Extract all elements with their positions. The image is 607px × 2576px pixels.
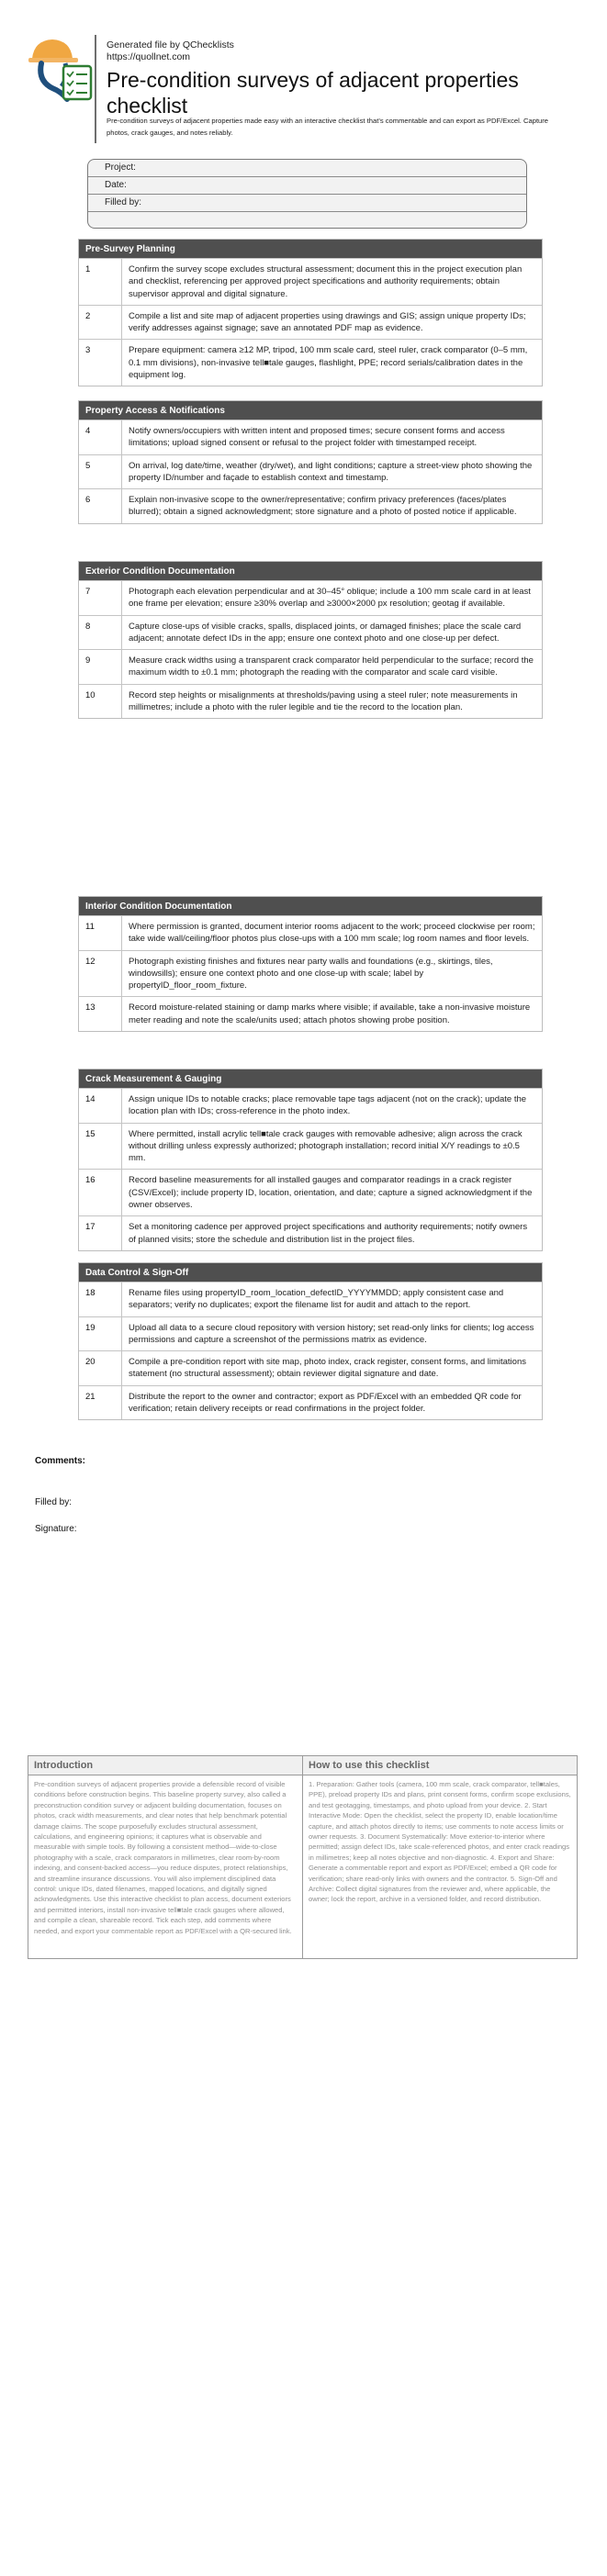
section-header: Pre-Survey Planning	[79, 240, 542, 258]
section-header: Property Access & Notifications	[79, 401, 542, 420]
item-number: 15	[79, 1124, 122, 1170]
info-panels	[28, 1755, 578, 1959]
section-header: Exterior Condition Documentation	[79, 562, 542, 580]
item-text: Where permitted, install acrylic tell■tale crack gauges with removable adhesive; align across the crack without drilling unless expressly authorized; photograph installation; record initial X/Y readings to ±0.5 mm.	[129, 1128, 523, 1164]
checklist-item[interactable]	[79, 420, 542, 454]
page-subtitle: Pre-condition surveys of adjacent properties made easy with an interactive checklist that’s commentable and can export as PDF/Excel. Capture photos, crack gauges, and notes reliably.	[107, 117, 549, 137]
section-header: Data Control & Sign-Off	[79, 1263, 542, 1282]
generator-info	[107, 39, 234, 63]
page-title: Pre-condition surveys of adjacent properties checklist	[107, 68, 519, 118]
generated-by-text: Generated file by QChecklists	[107, 39, 234, 50]
item-text: Upload all data to a secure cloud repository with version history; set read-only links for clients; log access permissions and capture a screenshot of the permissions matrix as evidence.	[129, 1322, 534, 1345]
item-number: 16	[79, 1170, 122, 1215]
item-number: 17	[79, 1216, 122, 1250]
item-text: On arrival, log date/time, weather (dry/wet), and light conditions; capture a street-view photo showing the property ID/number and façade to establish context and timestamp.	[129, 460, 533, 483]
checklist-item[interactable]	[79, 580, 542, 615]
introduction-panel	[28, 1756, 302, 1958]
item-text: Distribute the report to the owner and contractor; export as PDF/Excel with an embedded QR code for verification; retain delivery receipts or read confirmations in the project folder.	[129, 1391, 522, 1415]
header-divider	[95, 35, 96, 143]
project-field[interactable]: Project:	[88, 160, 526, 177]
item-number: 2	[79, 306, 122, 340]
item-number: 19	[79, 1317, 122, 1351]
checklist-item[interactable]	[79, 339, 542, 386]
checklist-item[interactable]	[79, 950, 542, 997]
checklist-item[interactable]	[79, 1316, 542, 1351]
comments-label: Comments:	[35, 1456, 86, 1466]
project-info-box	[87, 159, 527, 229]
checklist-item[interactable]	[79, 1088, 542, 1123]
item-text: Rename files using propertyID_room_location_defectID_YYYYMMDD; apply consistent case and separators; verify no duplicates; export the filename list for audit and attach to the report.	[129, 1288, 504, 1311]
item-text: Capture close-ups of visible cracks, spalls, displaced joints, or damaged finishes; place the scale card adjacent; annotate defect IDs in the app; ensure one context photo and one close-up per defect.	[129, 621, 522, 644]
section-header: Interior Condition Documentation	[79, 897, 542, 915]
item-text: Explain non-invasive scope to the owner/representative; confirm privacy preferences (faces/plates blurred); obtain a signed acknowledgment; store signature and a photo of posted notice if applicable.	[129, 495, 517, 518]
checklist-item[interactable]	[79, 684, 542, 719]
document-header	[0, 0, 607, 147]
checklist-item[interactable]	[79, 1282, 542, 1316]
introduction-body: Pre-condition surveys of adjacent properties provide a defensible record of visible conditions before construction begins. This baseline property survey, also called a preconstruction condition survey or adjacent building documentation, focuses on photos, crack width measurements, and clear notes that help benchmark potential damage claims. The scope purposefully excludes structural assessment, calculations, and engineering opinions; it captures what is observable and measurable with simple tools. By following a consistent method—wide-to-close photography with a scale, crack comparators in millimetres, clear room-by-room indexing, and consent-backed access—you reduce disputes, protect relationships, and streamline insurance discussions. You will also implement disciplined data control: unique IDs, dated filenames, mapped locations, and digitally signed acknowledgments. Use this interactive checklist to plan access, document exteriors and permitted interiors, install non-invasive tell■tale crack gauges where allowed, and compile a clean, shareable record. Tick each step, add comments where needed, and export your commentable report as PDF/Excel with a QR-secured link.	[34, 1780, 292, 1935]
signature-label: Signature:	[35, 1524, 77, 1534]
checklist-item[interactable]	[79, 1215, 542, 1250]
source-url-link[interactable]: https://quollnet.com	[107, 51, 191, 62]
item-number: 7	[79, 581, 122, 615]
checklist-section	[78, 1069, 543, 1251]
checklist-item[interactable]	[79, 915, 542, 950]
item-text: Photograph existing finishes and fixtures near party walls and foundations (e.g., skirtings, tiles, windowsills); ensure one context photo and one close-up with scale; label by propertyID_floor_room_fixture.	[129, 956, 493, 991]
checklist-section	[78, 561, 543, 719]
item-text: Record step heights or misalignments at thresholds/paving using a steel ruler; note measurements in millimetres; include a photo with the ruler legible and tie the record to the location plan.	[129, 689, 518, 713]
checklist-section	[78, 239, 543, 386]
item-number: 6	[79, 489, 122, 523]
checklist-item[interactable]	[79, 1169, 542, 1215]
item-text: Compile a pre-condition report with site map, photo index, crack register, consent forms, and limitations statement (no structural assessment); obtain reviewer digital signature and date.	[129, 1357, 526, 1380]
item-number: 8	[79, 616, 122, 650]
item-number: 10	[79, 685, 122, 719]
hardhat-checklist-logo-icon	[25, 37, 96, 103]
item-text: Record baseline measurements for all installed gauges and comparator readings in a crack register (CSV/Excel); include property ID, location, orientation, and date; capture a signed acknowledgment if the owner observes.	[129, 1175, 533, 1211]
item-number: 9	[79, 650, 122, 684]
checklist-section	[78, 400, 543, 524]
filled-by-field[interactable]: Filled by:	[88, 195, 526, 212]
checklist-item[interactable]	[79, 1385, 542, 1420]
item-number: 1	[79, 259, 122, 305]
how-to-title: How to use this checklist	[303, 1756, 577, 1775]
blank-field[interactable]	[88, 212, 526, 229]
date-field[interactable]: Date:	[88, 177, 526, 195]
how-to-panel	[302, 1756, 577, 1958]
checklist-item[interactable]	[79, 996, 542, 1031]
item-text: Confirm the survey scope excludes structural assessment; document this in the project execution plan and checklist, referencing per approved project specifications and authority requirements; obtain supervisor approval and digital signature.	[129, 264, 523, 299]
item-number: 21	[79, 1386, 122, 1420]
checklist-item[interactable]	[79, 615, 542, 650]
checklist-item[interactable]	[79, 649, 542, 684]
item-text: Photograph each elevation perpendicular and at 30–45° oblique; include a 100 mm scale card in at least one frame per elevation; ensure ≥30% overlap and ≥3000×2000 px resolution; geotag if available.	[129, 587, 531, 610]
how-to-body: 1. Preparation: Gather tools (camera, 100 mm scale, crack comparator, tell■tales, PPE), preload property IDs and plans, print consent forms, confirm scope exclusions, and test geotagging, timestamps, and photo upload from your device. 2. Start Interactive Mode: Open the checklist, select the property ID, enable location/time capture, and attach photos directly to items; use comments to note access limits or owner requests. 3. Document Systematically: Move exterior-to-interior where permitted; assign defect IDs, take scale-referenced photos, and enter crack readings in millimetres; keep all notes objective and non-diagnostic. 4. Export and Share: Generate a commentable report and export as PDF/Excel; embed a QR code for verification; share read-only links with owners and the contractor. 5. Sign-Off and Archive: Collect digital signatures from the reviewer and, where applicable, the owner; lock the report, archive in a versioned folder, and record distribution.	[309, 1780, 571, 1904]
item-number: 14	[79, 1089, 122, 1123]
introduction-title: Introduction	[28, 1756, 302, 1775]
checklist-section	[78, 896, 543, 1032]
item-number: 12	[79, 951, 122, 997]
checklist-item[interactable]	[79, 454, 542, 489]
item-text: Where permission is granted, document interior rooms adjacent to the work; proceed clockwise per room; take wide wall/ceiling/floor photos plus close-ups with a 100 mm scale; log room names and floor levels.	[129, 922, 535, 945]
item-text: Notify owners/occupiers with written intent and proposed times; secure consent forms and access limitations; upload signed consent or refusal to the project folder with timestamped receipt.	[129, 426, 505, 449]
item-number: 11	[79, 916, 122, 950]
checklist-item[interactable]	[79, 488, 542, 523]
footer-filled-by-label: Filled by:	[35, 1497, 73, 1507]
item-number: 4	[79, 420, 122, 454]
item-number: 18	[79, 1282, 122, 1316]
item-text: Set a monitoring cadence per approved project specifications and authority requirements; notify owners of planned visits; store the schedule and distribution list in the project files.	[129, 1222, 528, 1245]
item-text: Prepare equipment: camera ≥12 MP, tripod, 100 mm scale card, steel ruler, crack comparator (0–5 mm, 0.1 mm divisions), non-invasive tell■tale gauges, flashlight, PPE; record serials/calibration dates in the equipment log.	[129, 345, 528, 381]
checklist-item[interactable]	[79, 258, 542, 305]
item-number: 13	[79, 997, 122, 1031]
item-text: Measure crack widths using a transparent crack comparator held perpendicular to the surface; record the maximum width to ±0.1 mm; photograph the reading with the comparator and scale card visible.	[129, 655, 534, 678]
item-text: Compile a list and site map of adjacent properties using drawings and GIS; assign unique property IDs; verify addresses against signage; save an annotated PDF map as evidence.	[129, 310, 526, 334]
item-number: 20	[79, 1351, 122, 1385]
checklist-item[interactable]	[79, 1123, 542, 1170]
item-text: Assign unique IDs to notable cracks; place removable tape tags adjacent (not on the crack); update the location plan with IDs; cross-reference in the photo index.	[129, 1094, 527, 1117]
checklist-item[interactable]	[79, 305, 542, 340]
item-text: Record moisture-related staining or damp marks where visible; if available, take a non-invasive moisture meter reading and note the scale/units used; attach photos showing probe position.	[129, 1002, 531, 1025]
checklist-item[interactable]	[79, 1350, 542, 1385]
section-header: Crack Measurement & Gauging	[79, 1070, 542, 1088]
item-number: 5	[79, 455, 122, 489]
checklist-section	[78, 1262, 543, 1420]
item-number: 3	[79, 340, 122, 386]
